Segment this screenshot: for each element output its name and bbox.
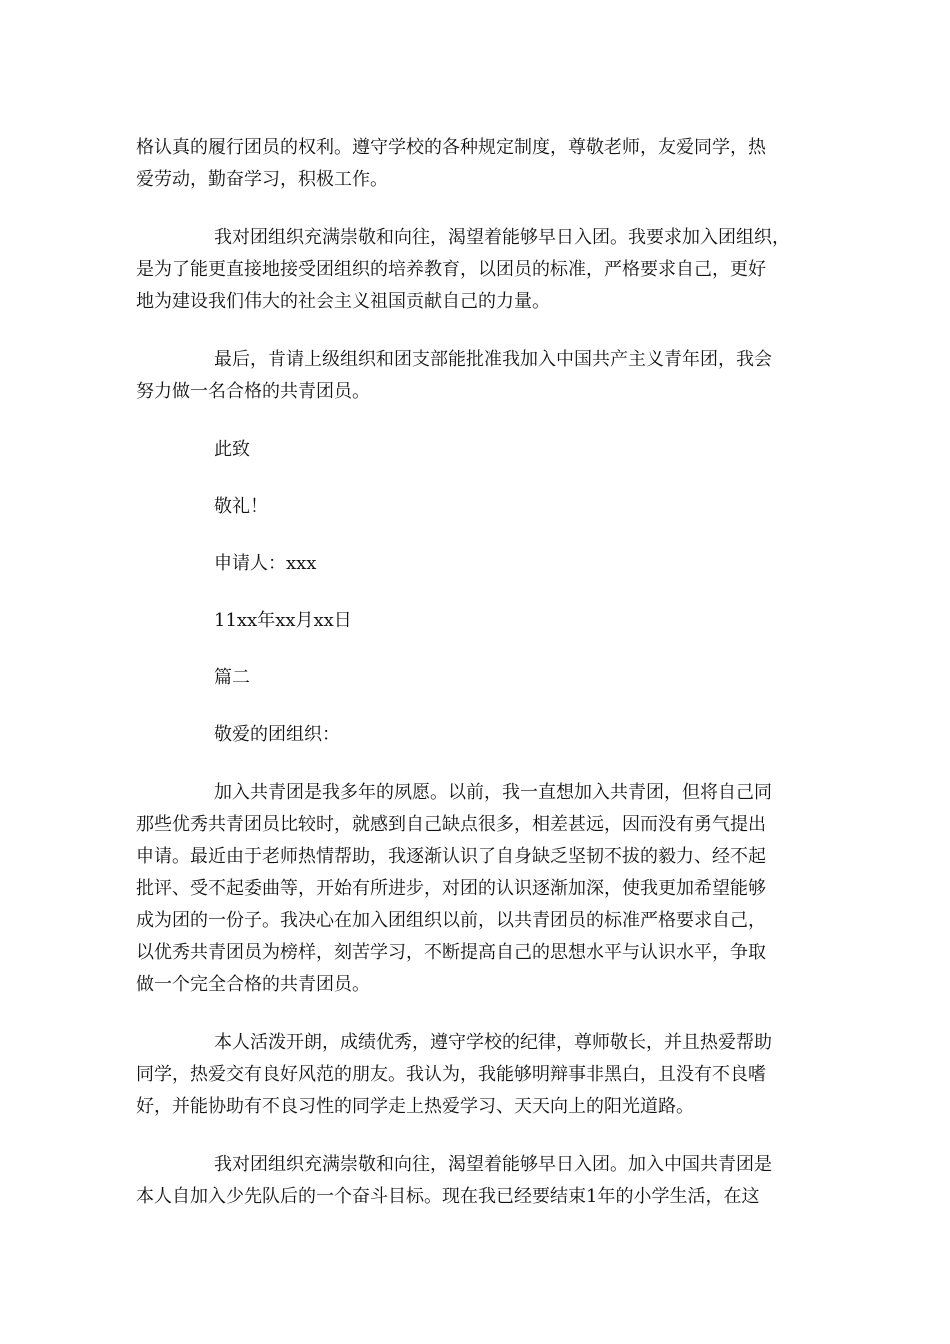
text-line: 爱劳动，勤奋学习，积极工作。 [136,169,388,190]
application-date: 11xx年xx月xx日 [214,610,352,631]
text-line: 申请。最近由于老师热情帮助，我逐渐认识了自身缺乏坚韧不拔的毅力、经不起 [136,846,766,867]
text-line: 批评、受不起委曲等，开始有所进步，对团的认识逐渐加深，使我更加希望能够 [136,878,766,899]
text-line: 我对团组织充满崇敬和向往，渴望着能够早日入团。我要求加入团组织， [214,227,790,248]
paragraph-rights [136,132,811,196]
paragraph-request [136,344,811,408]
text-line: 格认真的履行团员的权利。遵守学校的各种规定制度，尊敬老师，友爱同学，热 [136,137,766,158]
text-line: 做一个完全合格的共青团员。 [136,974,370,995]
text-line: 成为团的一份子。我决心在加入团组织以前，以共青团员的标准严格要求自己， [136,910,766,931]
text-line: 地为建设我们伟大的社会主义祖国贡献自己的力量。 [136,291,550,312]
paragraph-aspiration [136,222,811,318]
text-line: 那些优秀共青团员比较时，就感到自己缺点很多，相差甚远，因而没有勇气提出 [136,814,766,835]
text-line: 以优秀共青团员为榜样，刻苦学习，不断提高自己的思想水平与认识水平，争取 [136,942,766,963]
document-body [136,132,811,1239]
section-heading: 篇二 [214,667,250,688]
applicant-signature: 申请人：xxx [214,553,317,574]
text-line: 本人自加入少先队后的一个奋斗目标。现在我已经要结束1年的小学生活，在这 [136,1186,760,1207]
text-line: 努力做一名合格的共青团员。 [136,381,370,402]
text-line: 同学，热爱交有良好风范的朋友。我认为，我能够明辩事非黑白，且没有不良嗜 [136,1064,766,1085]
closing-salutation: 此致 [214,439,250,460]
text-line: 我对团组织充满崇敬和向往，渴望着能够早日入团。加入中国共青团是 [214,1154,772,1175]
text-line: 最后，肯请上级组织和团支部能批准我加入中国共产主义青年团，我会 [214,349,772,370]
paragraph-wish [136,777,811,1001]
text-line: 加入共青团是我多年的夙愿。以前，我一直想加入共青团，但将自己同 [214,782,772,803]
letter-greeting: 敬爱的团组织： [214,724,340,745]
text-line: 是为了能更直接地接受团组织的培养教育，以团员的标准，严格要求自己，更好 [136,259,766,280]
paragraph-goal [136,1149,811,1213]
text-line: 好，并能协助有不良习性的同学走上热爱学习、天天向上的阳光道路。 [136,1096,694,1117]
text-line: 本人活泼开朗，成绩优秀，遵守学校的纪律，尊师敬长，并且热爱帮助 [214,1032,772,1053]
paragraph-self-intro [136,1027,811,1123]
closing-regards: 敬礼！ [214,496,268,517]
